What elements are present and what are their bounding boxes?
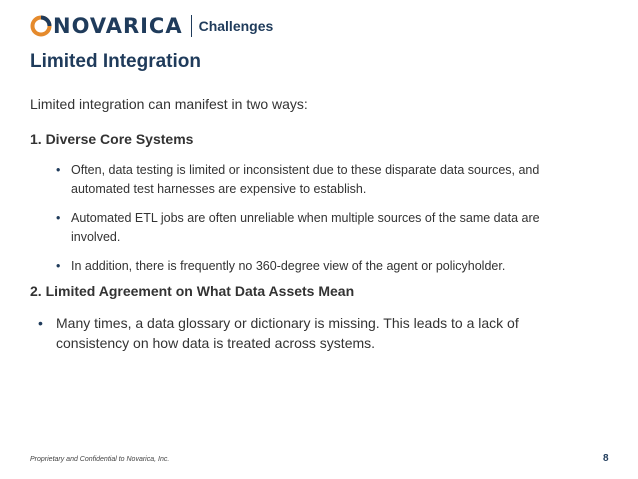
list-item	[56, 161, 576, 199]
list-item	[56, 209, 576, 247]
section-label: Challenges	[198, 18, 274, 34]
confidential-notice: Proprietary and Confidential to Novarica, Inc.	[30, 456, 170, 463]
novarica-logo	[30, 10, 183, 42]
page-number: 8	[603, 453, 609, 464]
section-1-bullet-list	[56, 161, 576, 286]
page-title: Limited Integration	[30, 51, 201, 72]
list-item	[38, 313, 578, 353]
bullet-text: Many times, a data glossary or dictionary is missing. This leads to a lack of consistency on how data is treated across systems.	[56, 315, 519, 351]
section-1-heading: 1. Diverse Core Systems	[30, 131, 194, 147]
logo-wordmark: NOVARICA	[53, 13, 183, 38]
section-2-bullet-list	[38, 313, 578, 353]
bullet-text: Automated ETL jobs are often unreliable when multiple sources of the same data are involved.	[71, 211, 540, 244]
novarica-o-logo-icon	[30, 15, 52, 37]
list-item	[56, 257, 576, 276]
bullet-text: Often, data testing is limited or inconsistent due to these disparate data sources, and automated test harnesses are expensive to establish.	[71, 163, 540, 196]
bullet-text: In addition, there is frequently no 360-degree view of the agent or policyholder.	[71, 259, 506, 273]
bullet-icon: •	[56, 163, 61, 177]
bullet-icon: •	[56, 211, 61, 225]
slide-header	[30, 10, 273, 42]
section-2-heading: 2. Limited Agreement on What Data Assets Mean	[30, 283, 355, 299]
bullet-icon: •	[56, 259, 61, 273]
intro-text: Limited integration can manifest in two ways:	[30, 96, 308, 112]
bullet-icon: •	[38, 315, 43, 331]
header-divider	[191, 15, 192, 37]
